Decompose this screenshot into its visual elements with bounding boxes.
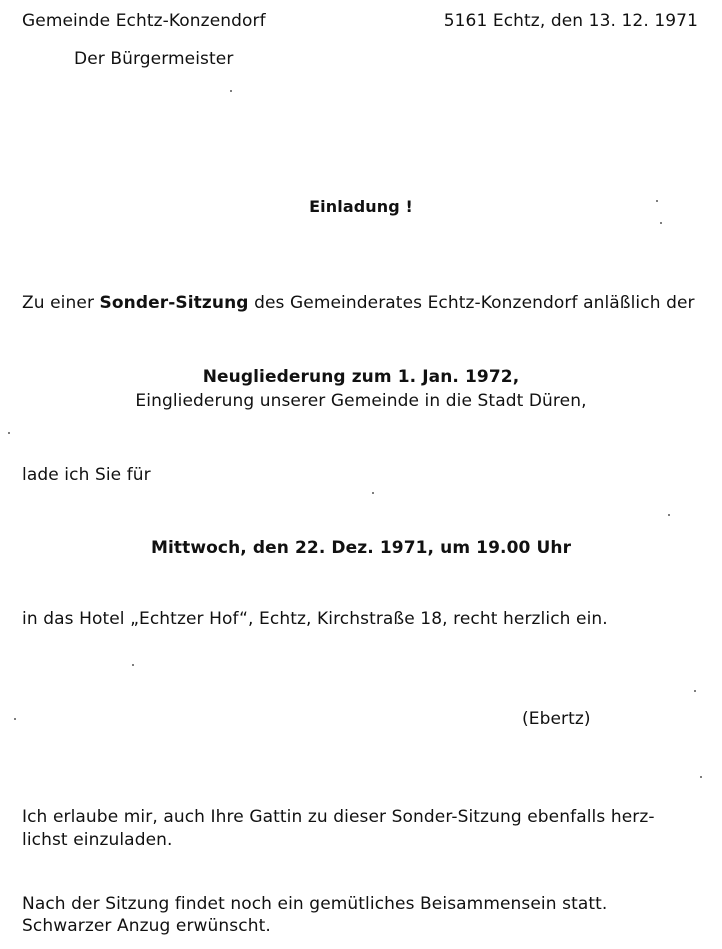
venue-line: in das Hotel „Echtzer Hof“, Echtz, Kirchstraße 18, recht herzlich ein. (22, 609, 608, 629)
place-date: 5161 Echtz, den 13. 12. 1971 (443, 11, 698, 31)
signature: (Ebertz) (522, 709, 591, 729)
closing-line-2: Schwarzer Anzug erwünscht. (22, 916, 271, 936)
sender-role: Der Bürgermeister (74, 49, 234, 69)
intro-text-post: des Gemeinderates Echtz-Konzendorf anläßlich der (248, 293, 695, 313)
spouse-invite-line-2: lichst einzuladen. (22, 830, 173, 850)
scan-speck (694, 690, 696, 692)
scan-speck (372, 492, 374, 494)
intro-text-pre: Zu einer (22, 293, 100, 313)
spouse-invite-line-1: Ich erlaube mir, auch Ihre Gattin zu dieser Sonder-Sitzung ebenfalls herz- (22, 807, 655, 827)
scan-speck (656, 200, 658, 202)
occasion-detail: Eingliederung unserer Gemeinde in die Stadt Düren, (135, 391, 587, 411)
intro-paragraph (22, 292, 695, 314)
closing-line-1: Nach der Sitzung findet noch ein gemütliches Beisammensein statt. (22, 894, 608, 914)
occasion-heading: Neugliederung zum 1. Jan. 1972, (202, 367, 520, 387)
scan-speck (132, 664, 134, 666)
scan-speck (14, 718, 16, 720)
meeting-date-time: Mittwoch, den 22. Dez. 1971, um 19.00 Uhr (150, 538, 572, 558)
scan-speck (230, 90, 232, 92)
scan-speck (8, 432, 10, 434)
sender-name: Gemeinde Echtz-Konzendorf (22, 11, 266, 31)
scan-speck (660, 222, 662, 224)
invite-line: lade ich Sie für (22, 465, 151, 485)
scan-speck (700, 776, 702, 778)
scan-speck (668, 514, 670, 516)
letter-title: Einladung ! (309, 197, 413, 216)
intro-text-bold: Sonder-Sitzung (99, 293, 249, 313)
